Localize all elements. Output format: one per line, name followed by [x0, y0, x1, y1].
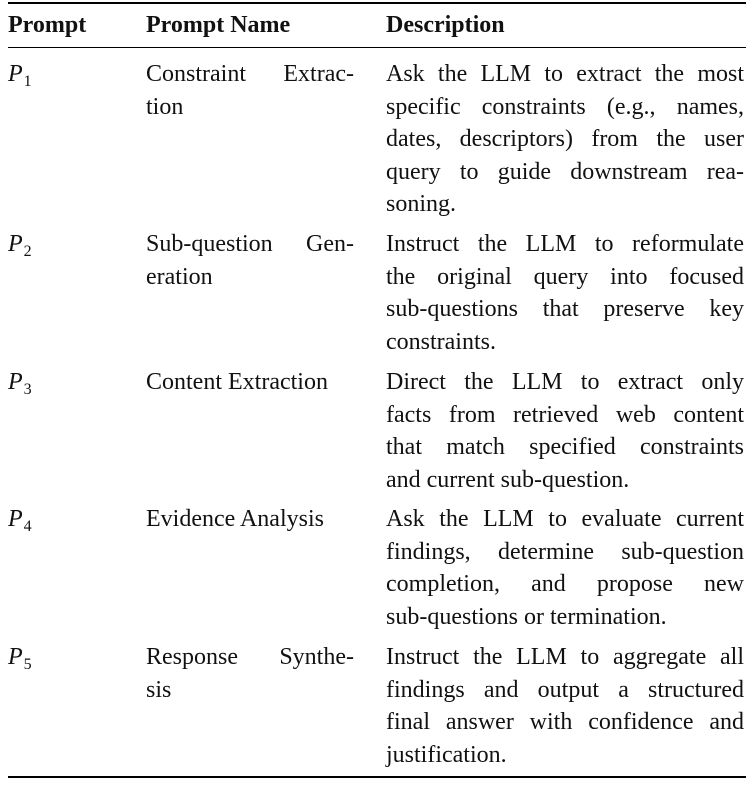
prompt-name: Response Synthe- sis: [146, 644, 354, 703]
prompt-id: $P_5$: [8, 644, 32, 673]
prompt-name: Constraint Extrac- tion: [146, 61, 354, 120]
prompt-name: Evidence Analysis: [146, 506, 324, 532]
prompt-description: Instruct the LLM to reformulate the original query into focused sub-questions that preserve key constraints.: [386, 231, 744, 355]
prompt-description: Direct the LLM to extract only facts from retrieved web content that match specified constraints and current sub-question.: [386, 369, 744, 493]
prompt-id: $P_4$: [8, 506, 32, 535]
prompt-name: Content Extraction: [146, 369, 328, 395]
prompt-description: Instruct the LLM to aggregate all findings and output a structured final answer with confidence and justification.: [386, 644, 744, 768]
header-prompt: Prompt: [8, 12, 87, 38]
prompt-description: Ask the LLM to evaluate current findings, determine sub-question completion, and propose new sub-questions or termination.: [386, 506, 744, 630]
prompt-description: Ask the LLM to extract the most specific constraints (e.g., names, dates, descriptors) from the user query to guide downstream rea- soning.: [386, 61, 744, 217]
prompt-id: $P_1$: [8, 61, 32, 90]
table-header-rule: [8, 47, 746, 48]
table-bottom-rule: [8, 776, 746, 778]
prompt-id: $P_2$: [8, 231, 32, 260]
prompt-name: Sub-question Gen- eration: [146, 231, 354, 290]
prompt-id: $P_3$: [8, 369, 32, 398]
table-top-rule: [8, 2, 746, 4]
header-description: Description: [386, 12, 505, 38]
header-prompt-name: Prompt Name: [146, 12, 291, 38]
